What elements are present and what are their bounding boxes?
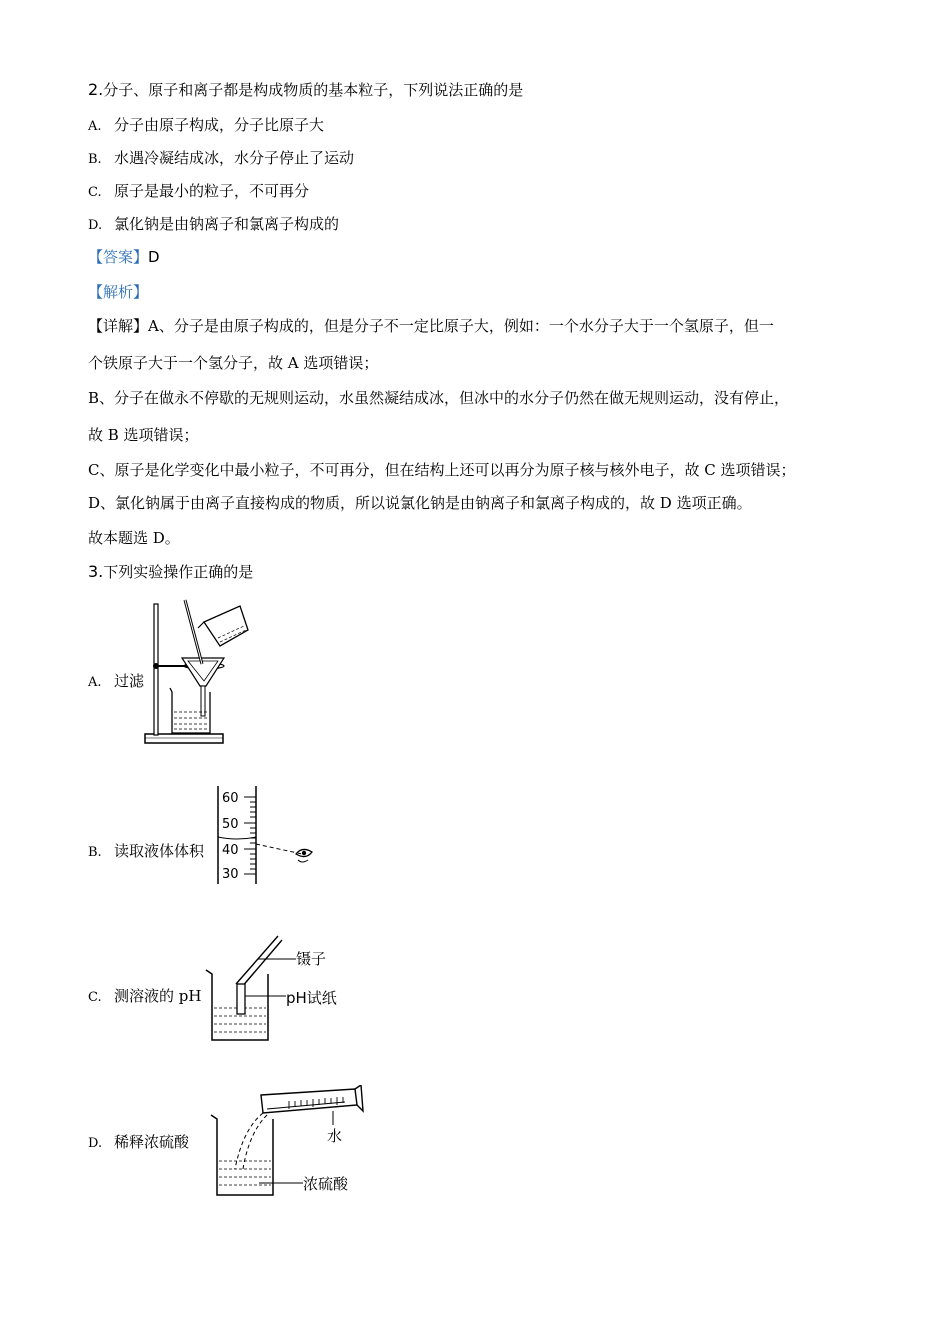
- option-text: 读取液体体积: [114, 842, 205, 860]
- ph-test-figure: [200, 932, 350, 1044]
- q2-option-c: [88, 181, 309, 203]
- answer-tag: 【答案】: [88, 248, 149, 266]
- q2-number: 2.: [88, 80, 104, 99]
- q3-option-b: [88, 841, 204, 863]
- analysis-line: 故 B 选项错误；: [88, 426, 199, 444]
- ph-paper-label: pH试纸: [286, 989, 337, 1007]
- acid-label: 浓硫酸: [303, 1175, 349, 1193]
- analysis-tag: 【解析】: [88, 283, 149, 301]
- analysis-line: 故本题选 D。: [88, 529, 180, 547]
- tick-label-50: 50: [222, 817, 239, 832]
- graduated-cylinder-figure: [210, 784, 330, 886]
- q2-option-a: [88, 115, 324, 137]
- q2-option-b: [88, 148, 354, 170]
- q2-stem-text: 分子、原子和离子都是构成物质的基本粒子，下列说法正确的是: [103, 81, 524, 99]
- option-text: 分子由原子构成，分子比原子大: [114, 116, 325, 134]
- analysis-line: D、氯化钠属于由离子直接构成的物质，所以说氯化钠是由钠离子和氯离子构成的，故 D 选项正确。: [88, 494, 752, 512]
- analysis-line: 【详解】A、分子是由原子构成的，但是分子不一定比原子大，例如：一个水分子大于一个氢原子，但一: [88, 317, 774, 335]
- q3-number: 3.: [88, 562, 104, 581]
- option-letter: D.: [88, 1136, 103, 1151]
- option-letter: A.: [88, 675, 102, 690]
- tick-label-60: 60: [222, 791, 239, 806]
- q2-answer: [88, 247, 160, 267]
- dilution-figure: [205, 1085, 365, 1203]
- option-letter: C.: [88, 185, 102, 200]
- q3-stem: [88, 562, 253, 582]
- option-letter: B.: [88, 152, 102, 167]
- analysis-line: B、分子在做永不停歇的无规则运动，水虽然凝结成冰，但冰中的水分子仍然在做无规则运动，没有停止，: [88, 389, 790, 407]
- option-text: 稀释浓硫酸: [114, 1133, 190, 1151]
- option-letter: D.: [88, 218, 103, 233]
- q3-option-d: [88, 1132, 189, 1154]
- filtration-figure: [140, 596, 255, 748]
- q3-option-c: [88, 986, 201, 1008]
- option-letter: C.: [88, 990, 102, 1005]
- analysis-line: 个铁原子大于一个氢分子，故 A 选项错误；: [88, 354, 379, 372]
- tick-label-30: 30: [222, 867, 239, 882]
- tweezers-label: 镊子: [296, 950, 327, 968]
- q3-stem-text: 下列实验操作正确的是: [103, 563, 254, 581]
- tick-label-40: 40: [222, 843, 239, 858]
- water-label: 水: [327, 1127, 343, 1145]
- q2-option-d: [88, 214, 339, 236]
- analysis-line: C、原子是化学变化中最小粒子，不可再分，但在结构上还可以再分为原子核与核外电子，故 C 选项错误；: [88, 461, 796, 479]
- option-text: 测溶液的 pH: [114, 987, 202, 1005]
- q2-analysis-tag: [88, 282, 148, 302]
- q3-option-a: [88, 671, 144, 693]
- q2-stem: [88, 80, 523, 100]
- option-text: 水遇冷凝结成冰，水分子停止了运动: [114, 149, 355, 167]
- answer-value: D: [148, 248, 160, 266]
- option-text: 氯化钠是由钠离子和氯离子构成的: [114, 215, 340, 233]
- option-letter: A.: [88, 119, 102, 134]
- option-text: 原子是最小的粒子，不可再分: [114, 182, 310, 200]
- option-letter: B.: [88, 845, 102, 860]
- option-text: 过滤: [114, 672, 145, 690]
